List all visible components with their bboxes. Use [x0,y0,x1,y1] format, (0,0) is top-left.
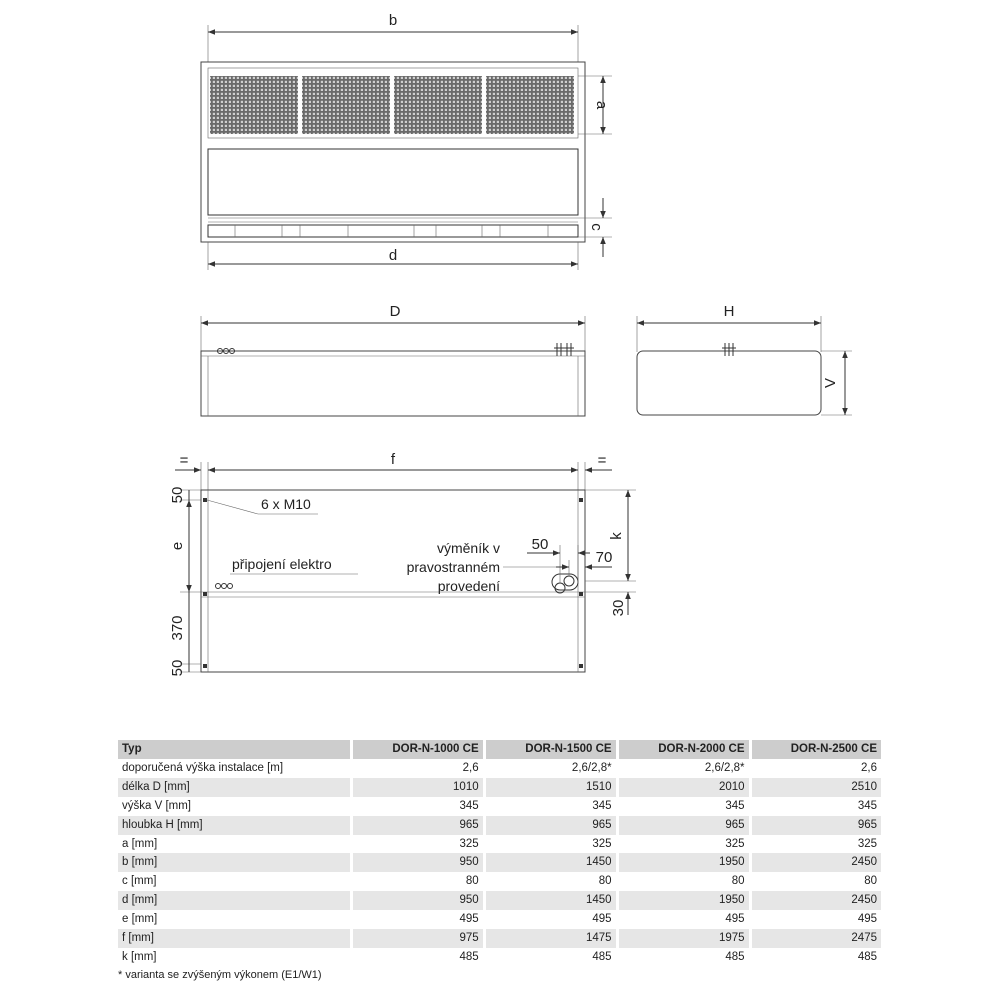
mounting-point [579,592,583,596]
side-view [201,303,585,416]
dim-370-label: 370 [169,615,186,641]
cell-value: 345 [617,797,750,816]
cell-value: 495 [617,910,750,929]
row-label: a [mm] [122,837,158,850]
cell-value: 2,6 [351,759,484,778]
cell-value: 950 [351,853,484,872]
cell-value: 345 [484,797,617,816]
row-label: f [mm] [118,929,351,948]
row-label: b [mm] [118,853,351,872]
header-dor-2000: DOR-N-2000 CE [617,740,750,759]
table-row [118,872,881,891]
cell-value: 2450 [750,853,881,872]
dim-30-label: 30 [610,599,627,617]
table-header-row [118,740,881,759]
row-label: výška V [mm] [122,799,192,812]
cell-value: 325 [750,835,881,854]
grille-panel [302,76,390,134]
row-label: délka D [mm] [118,778,351,797]
dim-e-label: e [169,541,186,551]
cell-value: 80 [484,872,617,891]
cell-value: 1475 [484,929,617,948]
cell-value: 495 [484,910,617,929]
cell-value: 950 [351,891,484,910]
unit-end-body [637,351,821,415]
row-label: hloubka H [mm] [118,816,351,835]
cell-value: 485 [617,948,750,967]
mounting-point [579,498,583,502]
electro-label: připojení elektro [232,556,332,572]
cell-value: 1975 [617,929,750,948]
dim-50-top-label: 50 [169,486,186,504]
cell-value: 2510 [750,778,881,797]
spec-table [118,740,881,981]
row-label: k [mm] [122,950,157,963]
dim-70-label: 70 [595,549,613,566]
table-row [118,910,881,929]
table-row [118,853,881,872]
cell-value: 80 [351,872,484,891]
dim-d-label: d [388,247,398,264]
cell-value: 1010 [351,778,484,797]
row-label: e [mm] [122,913,158,926]
cell-value: 1510 [484,778,617,797]
cell-value: 2,6 [750,759,881,778]
table-row [118,816,881,835]
cell-value: 2475 [750,929,881,948]
table-row [118,835,881,854]
cell-value: 1450 [484,853,617,872]
cell-value: 485 [484,948,617,967]
dim-50-bottom-label: 50 [169,659,186,677]
row-label: d [mm] [118,891,351,910]
cell-value: 2010 [617,778,750,797]
unit-top-body [201,490,585,672]
dim-k-label: k [608,532,625,540]
dim-b-label: b [388,12,398,29]
dim-f-label: f [390,451,396,468]
mounting-point [579,664,583,668]
table-row [118,891,881,910]
cell-value: 2450 [750,891,881,910]
end-view [637,303,852,415]
cell-value: 345 [750,797,881,816]
grille-panel [394,76,482,134]
header-dor-1000: DOR-N-1000 CE [351,740,484,759]
header-typ: Typ [118,740,351,759]
mounting-view [169,451,636,676]
cell-value: 1950 [617,891,750,910]
cell-value: 965 [617,816,750,835]
dim-a-label: a [593,100,610,110]
cell-value: 975 [351,929,484,948]
exchanger-label-line2: pravostranném [406,559,500,575]
cell-value: 345 [351,797,484,816]
cell-value: 80 [750,872,881,891]
dim-V-label: V [822,377,839,389]
cell-value: 965 [351,816,484,835]
cell-value: 495 [750,910,881,929]
cell-value: 2,6/2,8* [484,759,617,778]
cell-value: 325 [484,835,617,854]
table-row [118,948,881,967]
cell-value: 485 [750,948,881,967]
cell-value: 325 [617,835,750,854]
equal-mark-right: = [597,452,607,469]
grille-panel [486,76,574,134]
header-dor-2500: DOR-N-2500 CE [750,740,881,759]
dim-50-exchanger-label: 50 [531,536,549,553]
table-row [118,778,881,797]
cell-value: 495 [351,910,484,929]
cell-value: 485 [351,948,484,967]
cell-value: 80 [617,872,750,891]
bolts-label: 6 x M10 [261,496,311,512]
mounting-point [203,592,207,596]
dim-c-label: c [588,223,605,231]
cell-value: 1950 [617,853,750,872]
mounting-point [203,498,207,502]
unit-side-body [201,351,585,416]
cell-value: 1450 [484,891,617,910]
table-row [118,797,881,816]
table-row [118,929,881,948]
front-view [201,12,612,270]
cell-value: 325 [351,835,484,854]
header-dor-1500: DOR-N-1500 CE [484,740,617,759]
dim-H-label: H [723,303,735,320]
exchanger-label-line3: provedení [437,578,500,594]
equal-mark-left: = [179,452,189,469]
grille-panel [210,76,298,134]
row-label: c [mm] [122,875,157,888]
cell-value: 965 [484,816,617,835]
cell-value: 2,6/2,8* [617,759,750,778]
table-footnote: * varianta se zvýšeným výkonem (E1/W1) [118,968,322,981]
mounting-point [203,664,207,668]
exchanger-label-line1: výměník v [436,540,500,556]
row-label: doporučená výška instalace [m] [122,761,284,774]
table-row [118,759,881,778]
cell-value: 965 [750,816,881,835]
dim-D-label: D [389,303,401,320]
